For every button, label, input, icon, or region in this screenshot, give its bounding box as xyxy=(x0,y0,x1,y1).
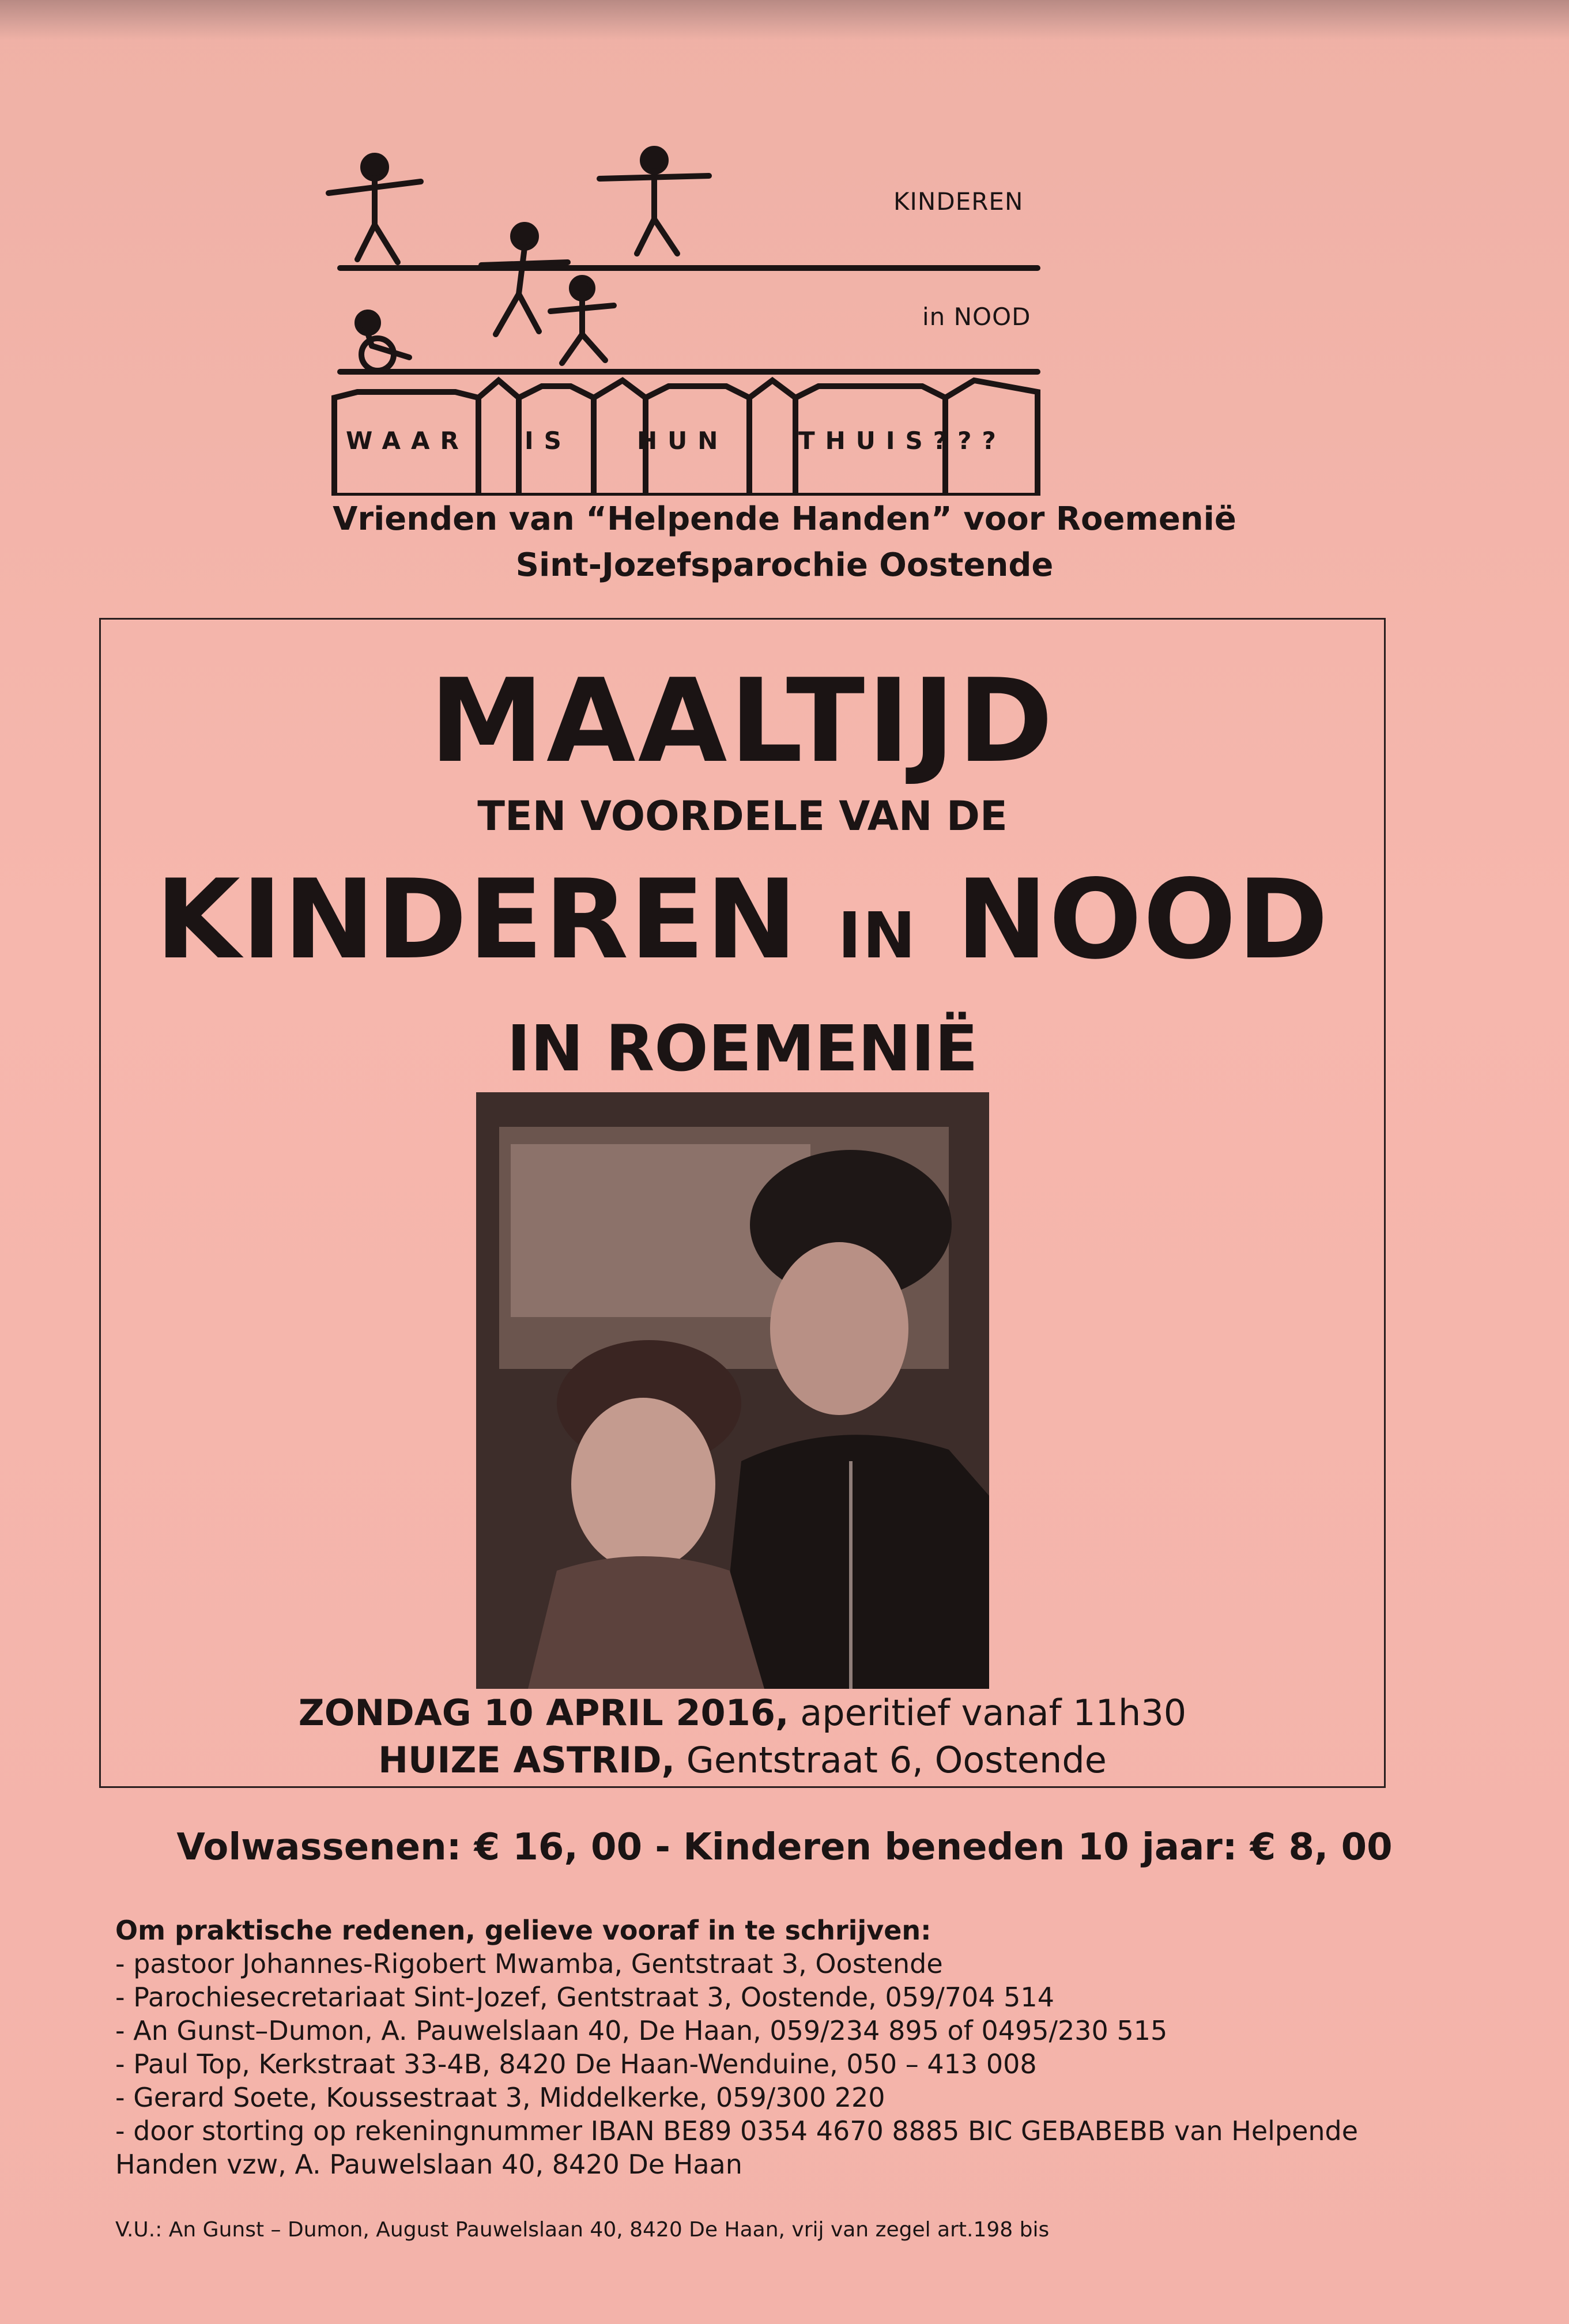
poster-main-heading xyxy=(101,856,1384,983)
logo xyxy=(323,138,1049,496)
contact-line: - Paul Top, Kerkstraat 33-4B, 8420 De Haan-Wenduine, 050 – 413 008 xyxy=(115,2048,1037,2080)
responsible-publisher: V.U.: An Gunst – Dumon, August Pauwelslaan 40, 8420 De Haan, vrij van zegel art.198 bis xyxy=(115,2218,1050,2242)
contact-line: - door storting op rekeningnummer IBAN BE89 0354 4670 8885 BIC GEBABEBB van Helpende xyxy=(115,2115,1359,2146)
event-date xyxy=(101,1692,1384,1734)
house-label-3: HUN xyxy=(637,427,729,455)
contact-line: - An Gunst–Dumon, A. Pauwelslaan 40, De Haan, 059/234 895 of 0495/230 515 xyxy=(115,2015,1168,2046)
contact-line: Handen vzw, A. Pauwelslaan 40, 8420 De Haan xyxy=(115,2149,742,2180)
event-place xyxy=(101,1739,1384,1781)
poster-title: MAALTIJD xyxy=(429,654,1056,788)
main-heading-in: IN xyxy=(838,899,917,972)
event-place-bold: HUIZE ASTRID, xyxy=(378,1739,676,1781)
main-heading-nood: NOOD xyxy=(956,856,1330,983)
association-line-2: Sint-Jozefsparochie Oostende xyxy=(515,546,1054,584)
house-label-4: THUIS??? xyxy=(798,427,1006,455)
event-date-rest: aperitief vanaf 11h30 xyxy=(789,1692,1187,1734)
contact-line: - Gerard Soete, Koussestraat 3, Middelkerke, 059/300 220 xyxy=(115,2082,885,2113)
contacts-heading: Om praktische redenen, gelieve vooraf in te schrijven: xyxy=(115,1915,931,1946)
wall-edge xyxy=(0,0,1569,40)
main-heading-kinderen: KINDEREN xyxy=(155,856,799,983)
contact-line: - pastoor Johannes-Rigobert Mwamba, Gentstraat 3, Oostende xyxy=(115,1948,943,1979)
house-label-1: WAAR xyxy=(346,427,469,455)
prices: Volwassenen: € 16, 00 - Kinderen beneden 10 jaar: € 8, 00 xyxy=(176,1826,1393,1869)
children-photo xyxy=(476,1092,989,1689)
registration-contacts xyxy=(115,1914,1441,2181)
event-date-bold: ZONDAG 10 APRIL 2016, xyxy=(298,1692,789,1734)
poster-region: IN ROEMENIË xyxy=(507,1012,978,1085)
association-line-1: Vrienden van “Helpende Handen” voor Roemenië xyxy=(333,500,1236,538)
poster-subtitle: TEN VOORDELE VAN DE xyxy=(477,793,1008,840)
logo-title-top: KINDEREN xyxy=(893,187,1024,216)
contact-line: - Parochiesecretariaat Sint-Jozef, Gentstraat 3, Oostende, 059/704 514 xyxy=(115,1982,1054,2013)
event-place-rest: Gentstraat 6, Oostende xyxy=(675,1739,1107,1781)
house-label-2: IS xyxy=(525,427,572,455)
logo-title-bottom: in NOOD xyxy=(922,303,1031,331)
